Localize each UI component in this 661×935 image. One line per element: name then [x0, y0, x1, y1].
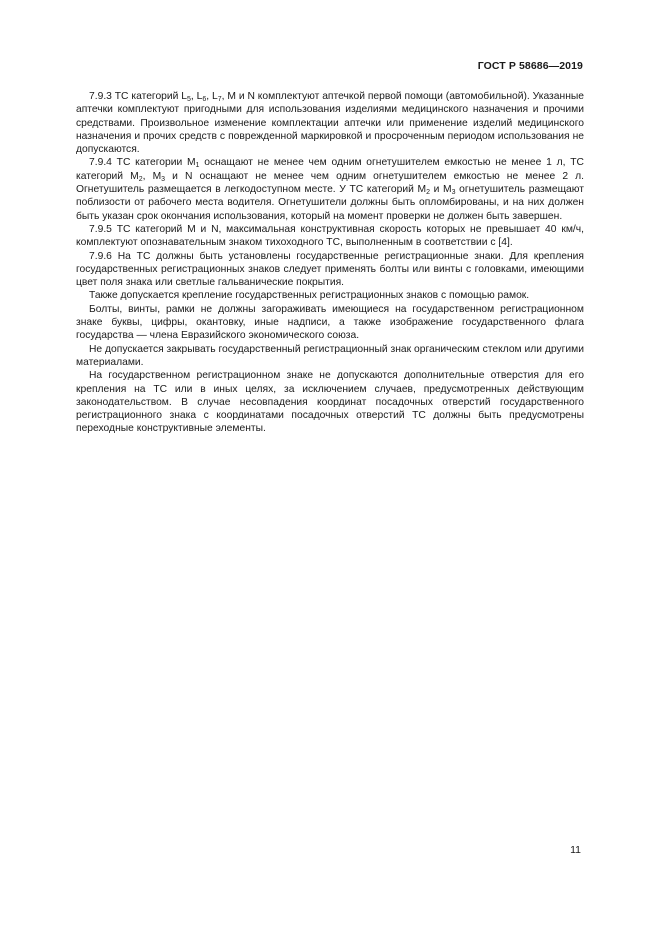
- clause-7-9-4: 7.9.4 ТС категории $М_1$ оснащают не менее чем одним огнетушителем емкостью не менее 1 л, ТС категорий $М_2$, $М_3$ и N оснащают не менее чем одним огнетушителем емкостью не менее 2 л. Огнетушитель размещается в легкодоступном месте. У ТС категорий $М_2$ и $М_3$ огнетушитель размещают поблизости от рабочего места водителя. Огнетушители должны быть опломбированы, и на них должен быть указан срок окончания использования, который на момент проверки не должен быть завершен.: [76, 157, 584, 222]
- paragraph-holes: На государственном регистрационном знаке не допускаются дополнительные отверстия для его крепления на ТС или в иных целях, за исключением случаев, предусмотренных действующим законодательством. В случае несовпадения координат посадочных отверстий государственного регистрационного знака с координатами посадочных отверстий ТС должны быть предусмотрены переходные конструктивные элементы.: [76, 370, 584, 435]
- paragraph-glass: Не допускается закрывать государственный регистрационный знак органическим стеклом или другими материалами.: [76, 343, 584, 368]
- document-code: ГОСТ Р 58686—2019: [477, 60, 583, 72]
- clause-7-9-5: 7.9.5 ТС категорий М и N, максимальная конструктивная скорость которых не превышает 40 км/ч, комплектуют опознавательным знаком тихоходного ТС, выполненным в соответствии с [4].: [76, 223, 584, 249]
- page-number: 11: [570, 844, 581, 856]
- clause-7-9-6: 7.9.6 На ТС должны быть установлены государственные регистрационные знаки. Для крепления государственных регистрационных знаков следует применять болты или винты с головками, имеющими цвет поля знака или светлые гальванические покрытия.: [76, 250, 584, 289]
- paragraph-frames: Также допускается крепление государственных регистрационных знаков с помощью рамок.: [89, 290, 530, 302]
- clause-7-9-3: 7.9.3 ТС категорий $L_5$, $L_6$, $L_7$, М и N комплектуют аптечкой первой помощи (автомобильной). Указанные аптечки комплектуют пригодными для использования изделиями медицинского назначения и прочими средствами. Произвольное изменение комплектации аптечки или применение изделий медицинского назначения и прочих средств с поврежденной маркировкой и просроченным периодом использования не допускаются.: [76, 91, 585, 156]
- paragraph-bolts: Болты, винты, рамки не должны загораживать имеющиеся на государственном регистрационном знаке буквы, цифры, окантовку, иные надписи, а также изображение государственного флага государства — члена Евразийского экономического союза.: [76, 303, 584, 342]
- document-body: [76, 90, 584, 436]
